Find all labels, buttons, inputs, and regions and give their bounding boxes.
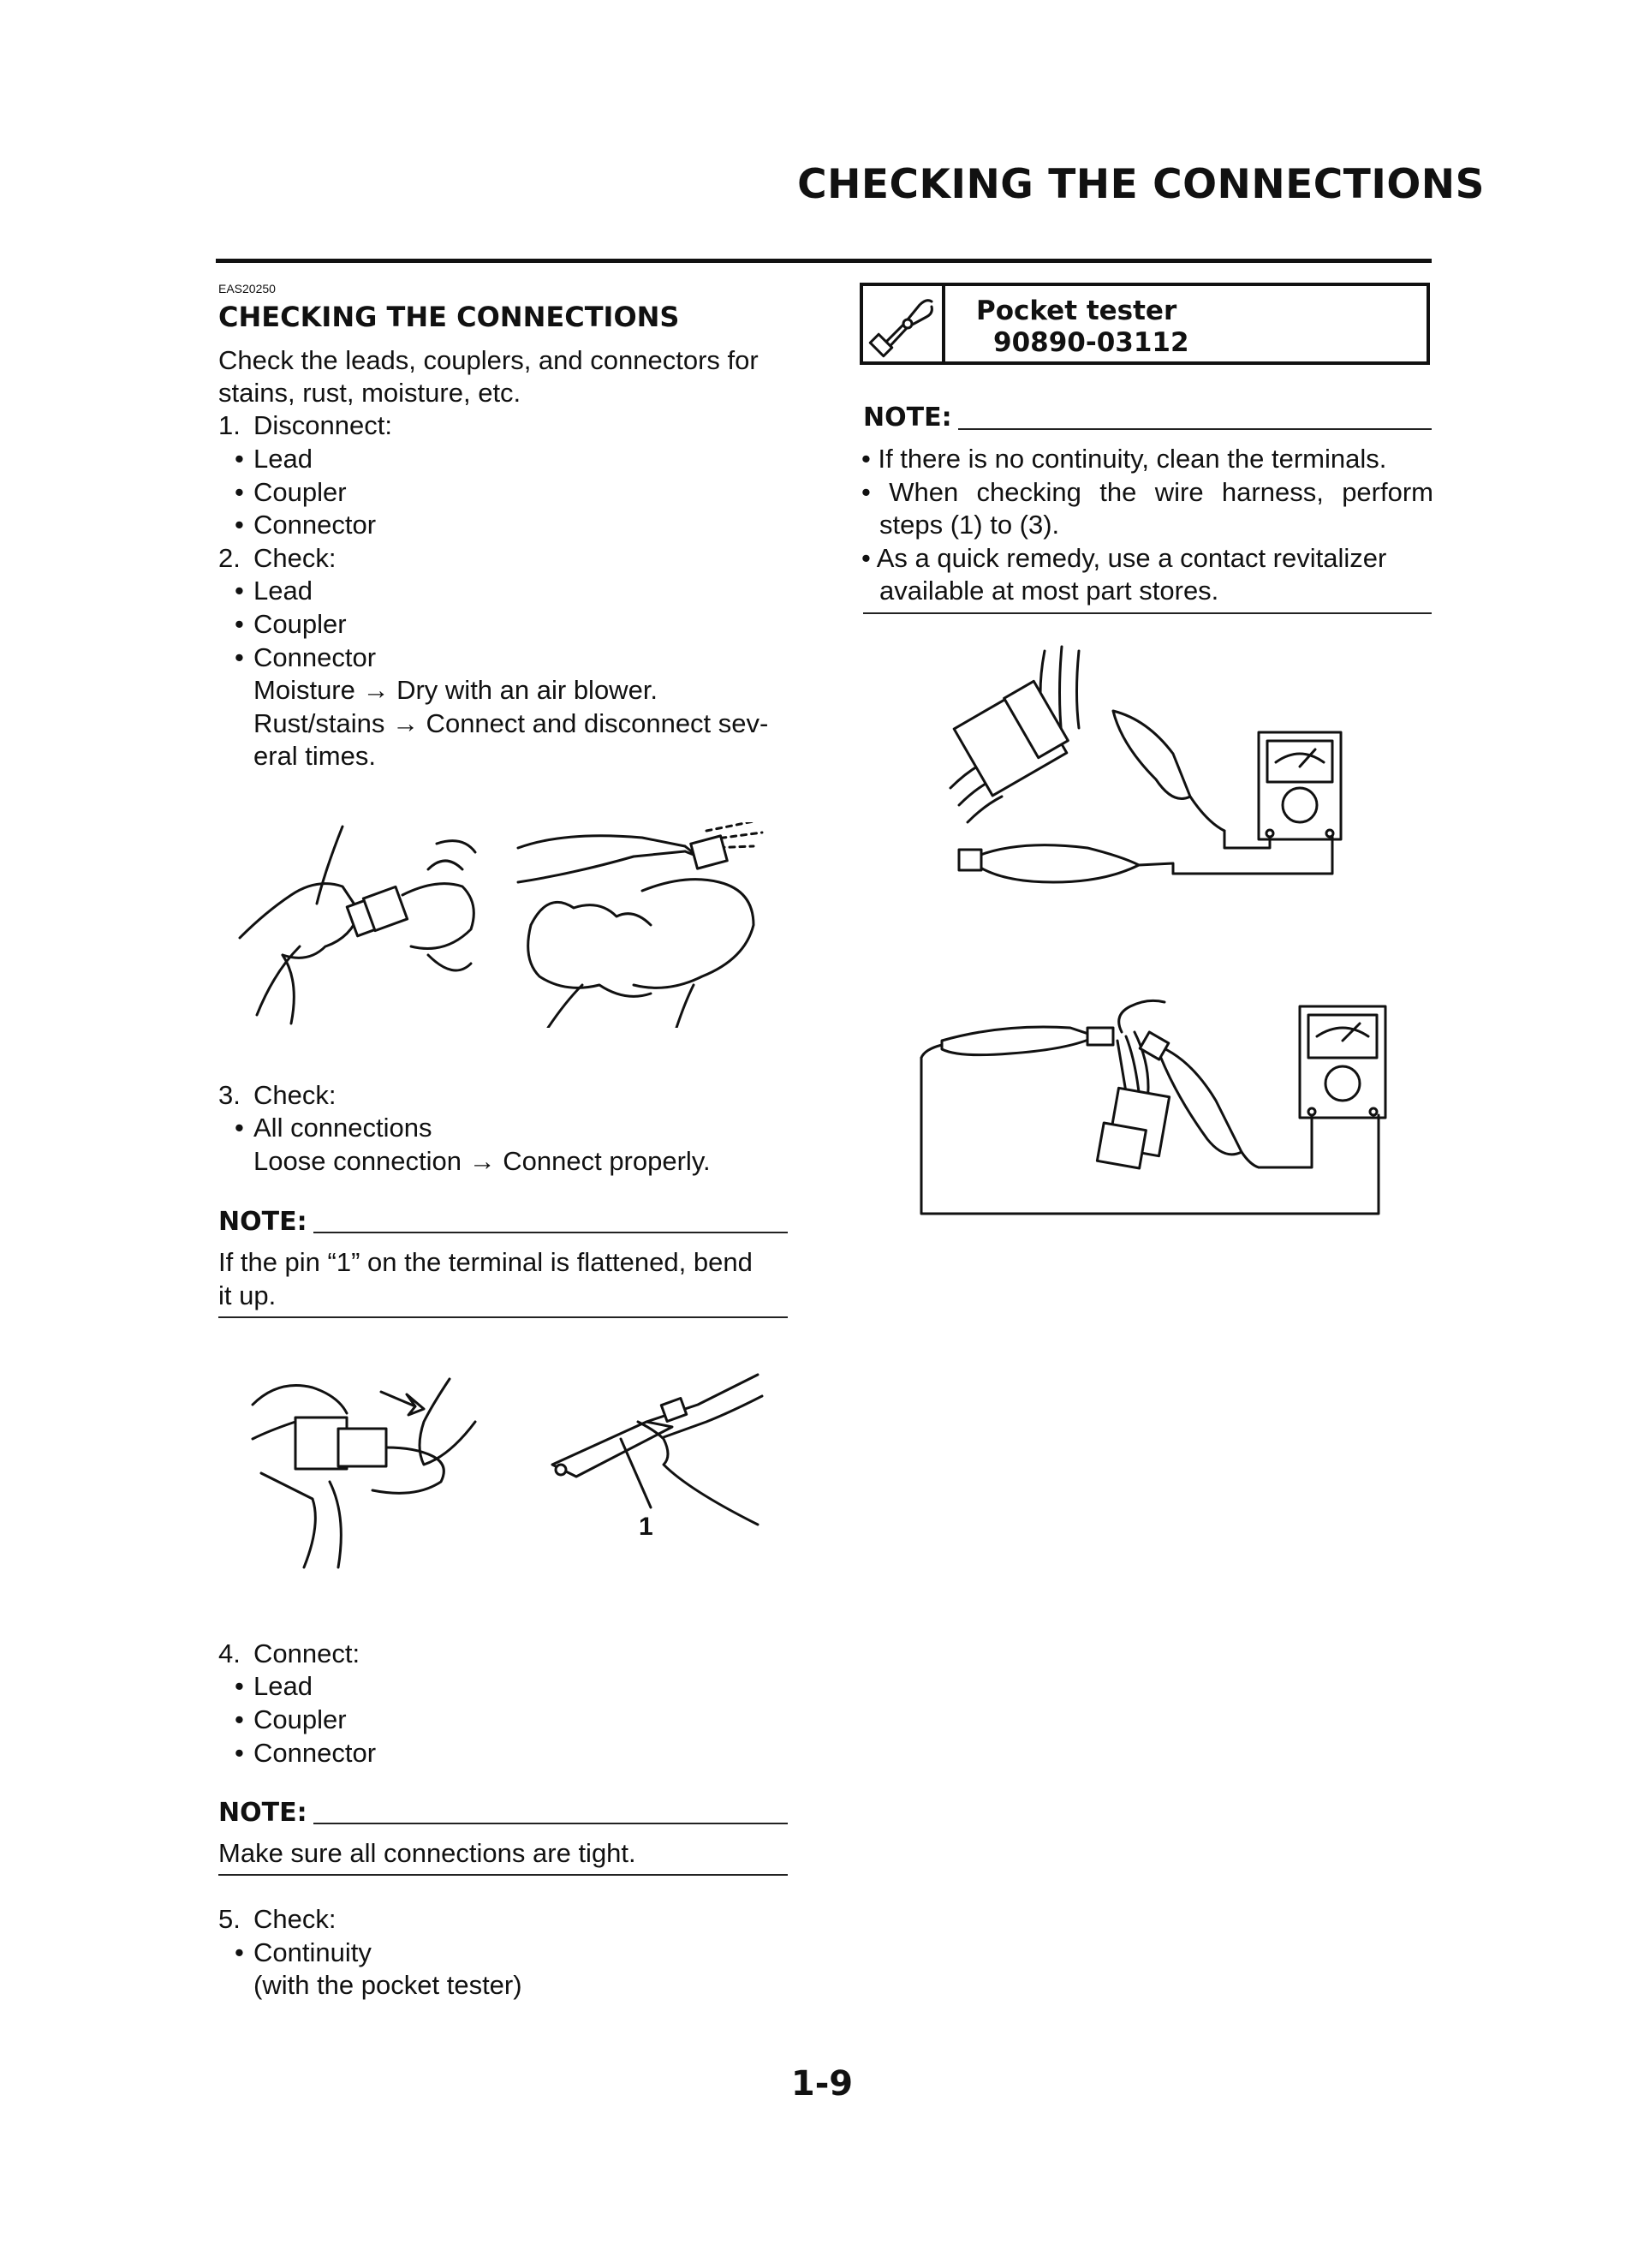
note-label: NOTE:: [863, 403, 952, 433]
note-rule: [313, 1232, 788, 1233]
step-1-number: 1.: [218, 410, 241, 440]
note-label: NOTE:: [218, 1207, 307, 1237]
page-number: 1-9: [790, 2064, 854, 2104]
step-2-item-lead: Lead: [253, 576, 313, 606]
list-bullet: •: [235, 1704, 244, 1734]
list-bullet: •: [235, 1738, 244, 1768]
step-3-item-connections: All connections: [253, 1113, 432, 1143]
step-4-number: 4.: [218, 1638, 241, 1668]
tool-box-divider: [942, 283, 945, 365]
step-2-detail-rust-cont: eral times.: [253, 741, 376, 771]
list-bullet: •: [235, 642, 244, 672]
step-4-action: Connect:: [253, 1638, 360, 1668]
step-4-item-coupler: Coupler: [253, 1704, 347, 1734]
list-bullet: •: [235, 1671, 244, 1701]
step-3-number: 3.: [218, 1080, 241, 1110]
step-4-item-lead: Lead: [253, 1671, 313, 1701]
step-2-detail-moisture: Moisture → Dry with an air blower.: [253, 675, 658, 705]
tool-number: 90890-03112: [993, 327, 1189, 358]
continuity-test-illustration-2: [908, 998, 1404, 1229]
note-label: NOTE:: [218, 1798, 307, 1828]
step-2-item-coupler: Coupler: [253, 609, 347, 639]
step-1-item-coupler: Coupler: [253, 477, 347, 507]
pliers-icon: [867, 288, 938, 360]
step-5-item-continuity: Continuity: [253, 1937, 372, 1967]
note-tight: Make sure all connections are tight.: [218, 1838, 636, 1868]
list-bullet: •: [235, 444, 244, 474]
step-2-number: 2.: [218, 543, 241, 573]
disconnect-coupler-illustration: [231, 818, 488, 1032]
intro-line-2: stains, rust, moisture, etc.: [218, 378, 521, 408]
step-5-detail: (with the pocket tester): [253, 1970, 522, 2000]
list-bullet: •: [235, 576, 244, 606]
step-3-detail: Loose connection → Connect properly.: [253, 1146, 711, 1176]
step-2-detail-rust: Rust/stains → Connect and disconnect sev-: [253, 708, 769, 738]
pin-press-illustration: [244, 1370, 501, 1585]
step-4-item-connector: Connector: [253, 1738, 377, 1768]
note-pin-line-2: it up.: [218, 1280, 277, 1310]
header-rule: [216, 259, 1432, 263]
step-1-action: Disconnect:: [253, 410, 392, 440]
note-right-line-4: • As a quick remedy, use a contact revitalizer: [861, 543, 1387, 573]
list-bullet: •: [235, 609, 244, 639]
section-code: EAS20250: [218, 282, 276, 295]
tool-name: Pocket tester: [976, 295, 1177, 326]
note-rule: [313, 1823, 788, 1824]
pin-callout-label: 1: [639, 1513, 653, 1541]
note-end-rule: [218, 1874, 788, 1876]
note-rule: [958, 428, 1432, 430]
page-title: CHECKING THE CONNECTIONS: [797, 161, 1485, 208]
note-right-line-2: • When checking the wire harness, perform: [861, 477, 1433, 507]
list-bullet: •: [235, 477, 244, 507]
step-1-item-connector: Connector: [253, 510, 377, 540]
section-heading: CHECKING THE CONNECTIONS: [218, 301, 680, 333]
note-right-line-5: available at most part stores.: [879, 576, 1219, 606]
step-2-action: Check:: [253, 543, 337, 573]
note-end-rule: [863, 612, 1432, 614]
step-1-item-lead: Lead: [253, 444, 313, 474]
intro-line-1: Check the leads, couplers, and connectors for: [218, 345, 759, 375]
continuity-test-illustration-1: [916, 642, 1344, 899]
note-right-line-3: steps (1) to (3).: [879, 510, 1060, 540]
list-bullet: •: [235, 1937, 244, 1967]
note-right-line-1: • If there is no continuity, clean the terminals.: [861, 444, 1387, 474]
step-3-action: Check:: [253, 1080, 337, 1110]
step-5-action: Check:: [253, 1904, 337, 1934]
note-pin-line-1: If the pin “1” on the terminal is flattened, bend: [218, 1247, 753, 1277]
note-end-rule: [218, 1316, 788, 1318]
step-5-number: 5.: [218, 1904, 241, 1934]
list-bullet: •: [235, 1113, 244, 1143]
step-2-item-connector: Connector: [253, 642, 377, 672]
list-bullet: •: [235, 510, 244, 540]
air-blower-illustration: [514, 822, 771, 1028]
